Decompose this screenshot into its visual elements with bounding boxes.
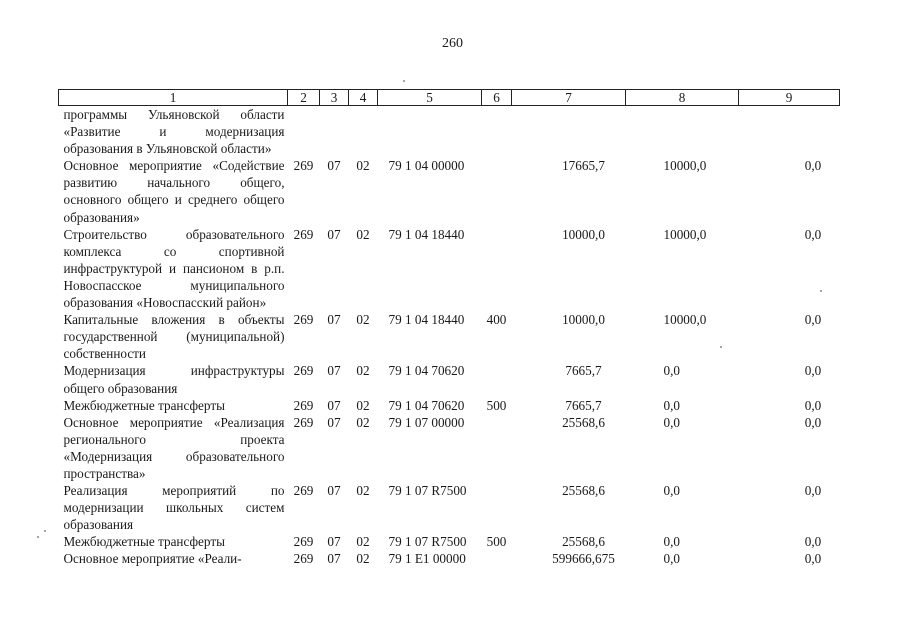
table-row: [59, 533, 840, 550]
scan-speck: [820, 290, 822, 292]
cell-section: 07: [327, 483, 341, 499]
table-row: [59, 397, 840, 414]
cell-amount-9: 0,0: [804, 363, 822, 379]
column-header: 9: [739, 90, 840, 106]
cell-amount-8: 10000,0: [663, 312, 707, 328]
row-name: Основное мероприятие «Реализация регионального проекта «Модернизация образовательного пространства»: [63, 414, 285, 481]
table-row: [59, 362, 840, 396]
cell-amount-9: 0,0: [804, 158, 822, 174]
cell-amount-7: 10000,0: [562, 312, 605, 328]
table-row: [59, 482, 840, 533]
cell-code: 269: [293, 551, 314, 567]
cell-section: 07: [327, 363, 341, 379]
scan-speck: [403, 80, 405, 82]
cell-code: 269: [293, 226, 314, 242]
cell-target-article: 79 1 07 R7500: [388, 534, 467, 550]
cell-amount-9: 0,0: [804, 534, 822, 550]
cell-target-article: 79 1 04 70620: [388, 363, 465, 379]
cell-amount-9: 0,0: [804, 397, 822, 413]
cell-section: 07: [327, 551, 341, 567]
cell-amount-8: 0,0: [663, 363, 680, 379]
cell-subsection: 02: [356, 483, 370, 499]
cell-amount-7: 7665,7: [565, 363, 602, 379]
column-header: 6: [482, 90, 512, 106]
cell-code: [288, 106, 320, 158]
cell-amount-7: 599666,675: [552, 551, 615, 567]
cell-expense-type: 500: [486, 397, 507, 413]
cell-code: 269: [293, 312, 314, 328]
cell-code: 269: [293, 158, 314, 174]
column-header: 3: [320, 90, 349, 106]
cell-subsection: [349, 106, 378, 158]
cell-amount-8: 0,0: [663, 534, 680, 550]
cell-code: 269: [293, 483, 314, 499]
row-name: Модернизация инфраструктуры общего образования: [63, 363, 285, 396]
cell-expense-type: [482, 106, 512, 158]
cell-subsection: 02: [356, 312, 370, 328]
cell-subsection: 02: [356, 158, 370, 174]
cell-amount-9: 0,0: [804, 483, 822, 499]
cell-section: 07: [327, 534, 341, 550]
table-row: [59, 226, 840, 311]
column-header: 5: [378, 90, 482, 106]
cell-amount-7: 7665,7: [565, 397, 602, 413]
cell-expense-type: [482, 362, 512, 396]
cell-expense-type: [482, 226, 512, 311]
cell-target-article: 79 1 04 18440: [388, 226, 465, 242]
cell-amount-8: 10000,0: [663, 158, 707, 174]
row-name: Строительство образовательного комплекса со спортивной инфраструктурой и пансионом в р.п. Новоспасское муниципального образования «Новоспасский район»: [63, 226, 285, 311]
cell-section: 07: [327, 226, 341, 242]
cell-section: 07: [327, 158, 341, 174]
cell-amount-8: 0,0: [663, 551, 680, 567]
page-number: 260: [442, 36, 463, 51]
row-name: Основное мероприятие «Содействие развитию начального общего, основного общего и среднего общего образования»: [63, 158, 285, 225]
cell-subsection: 02: [356, 397, 370, 413]
cell-amount-7: 10000,0: [562, 226, 605, 242]
cell-target-article: 79 1 07 00000: [388, 414, 465, 430]
row-name: Межбюджетные трансферты: [63, 397, 225, 413]
budget-table: [58, 89, 840, 568]
cell-section: [320, 106, 349, 158]
cell-amount-7: 25568,6: [562, 534, 605, 550]
cell-amount-7: [512, 106, 626, 158]
cell-amount-9: [739, 106, 840, 158]
cell-subsection: 02: [356, 363, 370, 379]
cell-expense-type: [482, 414, 512, 482]
header-row: [59, 90, 840, 106]
cell-amount-8: 0,0: [663, 397, 680, 413]
cell-amount-8: [626, 106, 739, 158]
scan-speck: [37, 536, 39, 538]
cell-section: 07: [327, 397, 341, 413]
cell-amount-9: 0,0: [804, 312, 822, 328]
column-header: 1: [59, 90, 288, 106]
cell-amount-9: 0,0: [804, 551, 822, 567]
row-name: Основное мероприятие «Реали-: [63, 551, 242, 567]
cell-expense-type: 500: [486, 534, 507, 550]
cell-code: 269: [293, 534, 314, 550]
cell-target-article: 79 1 04 70620: [388, 397, 465, 413]
table-row: [59, 157, 840, 225]
cell-expense-type: 400: [486, 312, 507, 328]
cell-target-article: 79 1 04 18440: [388, 312, 465, 328]
column-header: 4: [349, 90, 378, 106]
cell-code: 269: [293, 363, 314, 379]
table-row: [59, 414, 840, 482]
cell-amount-7: 25568,6: [562, 483, 605, 499]
cell-target-article: 79 1 07 R7500: [388, 483, 467, 499]
column-header: 7: [512, 90, 626, 106]
table-row: [59, 311, 840, 362]
cell-target-article: [378, 106, 482, 158]
cell-amount-9: 0,0: [804, 414, 822, 430]
scan-speck: [720, 346, 722, 348]
column-header: 8: [626, 90, 739, 106]
cell-amount-7: 17665,7: [562, 158, 605, 174]
cell-code: 269: [293, 414, 314, 430]
row-name: Реализация мероприятий по модернизации школьных систем образования: [63, 483, 285, 533]
cell-amount-8: 0,0: [663, 483, 680, 499]
cell-expense-type: [482, 550, 512, 567]
cell-section: 07: [327, 414, 341, 430]
cell-code: 269: [293, 397, 314, 413]
cell-amount-8: 0,0: [663, 414, 680, 430]
cell-expense-type: [482, 157, 512, 225]
row-name: Межбюджетные трансферты: [63, 534, 225, 550]
column-header: 2: [288, 90, 320, 106]
cell-subsection: 02: [356, 414, 370, 430]
cell-amount-9: 0,0: [804, 226, 822, 242]
scan-speck: [44, 530, 46, 532]
row-name: программы Ульяновской области «Развитие и модернизация образования в Ульяновской области»: [63, 107, 285, 157]
row-name: Капитальные вложения в объекты государственной (муниципальной) собственности: [63, 312, 285, 362]
cell-amount-7: 25568,6: [562, 414, 605, 430]
table-row: [59, 106, 840, 158]
cell-target-article: 79 1 E1 00000: [388, 551, 466, 567]
cell-subsection: 02: [356, 226, 370, 242]
cell-section: 07: [327, 312, 341, 328]
cell-amount-8: 10000,0: [663, 226, 707, 242]
table-row: [59, 550, 840, 567]
cell-subsection: 02: [356, 551, 370, 567]
cell-subsection: 02: [356, 534, 370, 550]
cell-expense-type: [482, 482, 512, 533]
cell-target-article: 79 1 04 00000: [388, 158, 465, 174]
